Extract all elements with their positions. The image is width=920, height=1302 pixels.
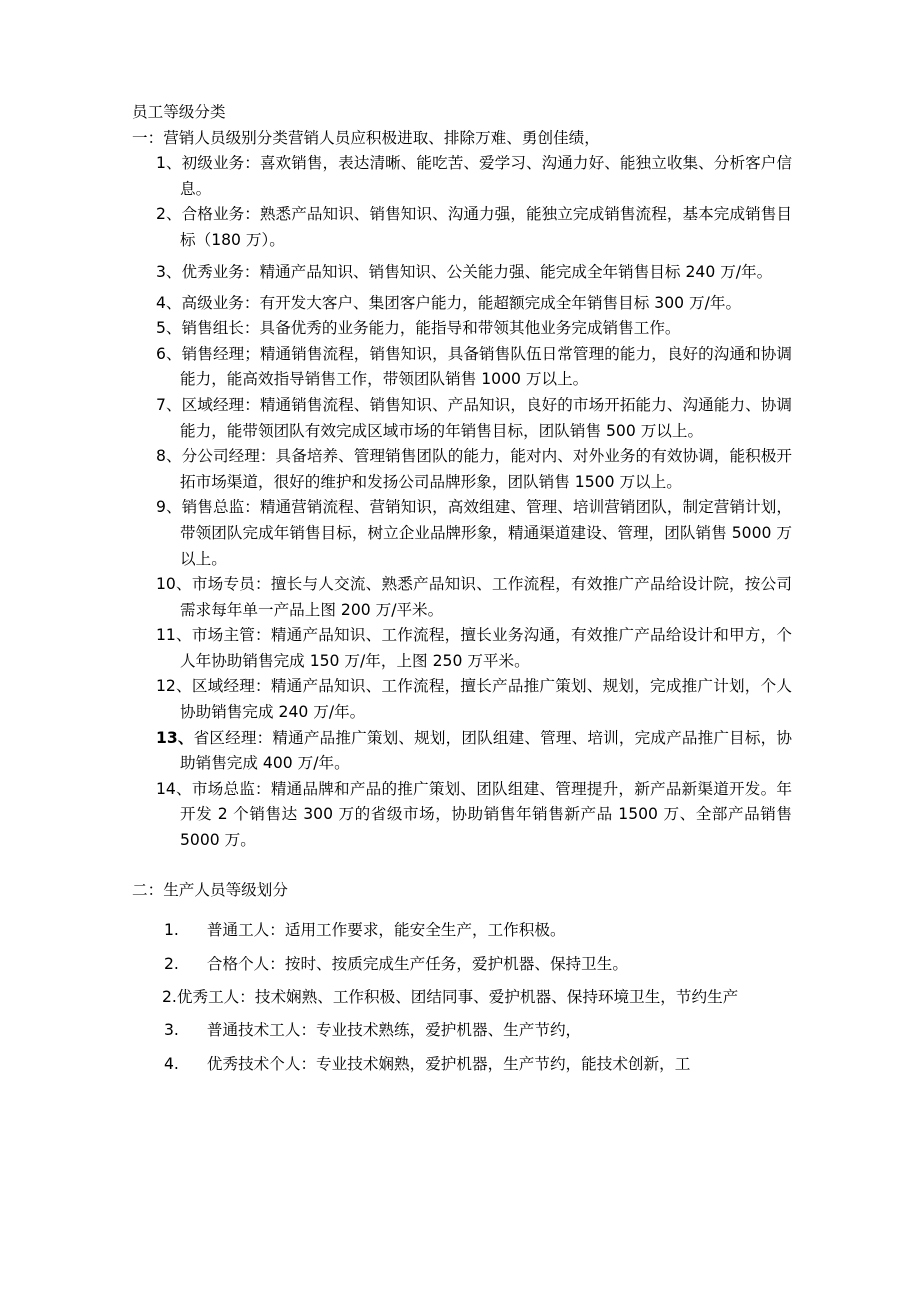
- list-item-number: 5、: [156, 319, 182, 338]
- list-item: [132, 623, 792, 674]
- list-item-text: 初级业务：喜欢销售，表达清晰、能吃苦、爱学习、沟通力好、能独立收集、分析客户信息。: [180, 154, 792, 198]
- list-item: [132, 291, 792, 317]
- list-item-text: 合格个人：按时、按质完成生产任务，爱护机器、保持卫生。: [206, 955, 628, 974]
- list-item: [132, 981, 792, 1013]
- list-item-text: 销售经理；精通销售流程，销售知识，具备销售队伍日常管理的能力，良好的沟通和协调能力，能高效指导销售工作，带领团队销售 1000 万以上。: [180, 344, 792, 389]
- list-item-number: 2.: [164, 955, 179, 974]
- list-item-number: 3、: [156, 262, 182, 281]
- list-item-text: 合格业务：熟悉产品知识、销售知识、沟通力强，能独立完成销售流程，基本完成销售目标（180 万）。: [180, 205, 792, 249]
- list-item-number: 14、: [156, 779, 192, 798]
- list-item-text: 普通技术工人：专业技术熟练，爱护机器、生产节约，: [206, 1021, 582, 1040]
- list-item-text: 优秀技术个人：专业技术娴熟，爱护机器，生产节约，能技术创新，工: [206, 1055, 691, 1074]
- list-item-text: 省区经理：精通产品推广策划、规划，团队组建、管理、培训，完成产品推广目标，协助销售完成 400 万/年。: [180, 728, 792, 773]
- page-title: 员工等级分类: [132, 103, 226, 121]
- list-item-text: 销售总监：精通营销流程、营销知识，高效组建、管理、培训营销团队，制定营销计划，带领团队完成年销售目标，树立企业品牌形象，精通渠道建设、管理，团队销售 5000 万以上。: [180, 498, 792, 568]
- section-heading-1: 一：营销人员级别分类营销人员应积极进取、排除万难、勇创佳绩，: [132, 128, 600, 147]
- list-item: [132, 342, 792, 393]
- list-item-text: 普通工人：适用工作要求，能安全生产，工作积极。: [206, 921, 566, 940]
- list-item: [132, 572, 792, 623]
- list-item: [132, 316, 792, 342]
- list-item-number: 8、: [156, 447, 182, 466]
- list-item-text: 优秀工人：技术娴熟、工作积极、团结同事、爱护机器、保持环境卫生，节约生产: [176, 988, 739, 1007]
- list-item: [132, 393, 792, 444]
- list-item-number: 11、: [156, 626, 192, 645]
- list-item: [132, 1047, 792, 1081]
- list-item: [132, 913, 792, 947]
- list-item-number: 3.: [164, 1021, 179, 1040]
- list-spacer: [132, 903, 792, 913]
- list-item-text: 区域经理：精通销售流程、销售知识、产品知识，良好的市场开拓能力、沟通能力、协调能力，能带领团队有效完成区域市场的年销售目标，团队销售 500 万以上。: [180, 395, 792, 440]
- list-item: [132, 254, 792, 291]
- list-item-text: 优秀业务：精通产品知识、销售知识、公关能力强、能完成全年销售目标 240 万/年。: [181, 262, 773, 281]
- section-heading-2: 二：生产人员等级划分: [132, 880, 288, 899]
- list-item-number: 9、: [156, 498, 182, 517]
- list-item-number: 12、: [156, 677, 192, 696]
- section-spacer: [132, 854, 792, 878]
- list-item-number: 6、: [156, 344, 182, 363]
- list-item: [132, 151, 792, 202]
- list-item-number: 2、: [156, 205, 182, 224]
- list-item-number: 10、: [156, 575, 192, 594]
- list-item-number: 1.: [164, 921, 179, 940]
- list-item-number: 4、: [156, 293, 182, 312]
- list-item-number: 2.: [162, 988, 177, 1007]
- list-item-number: 13、: [156, 728, 194, 747]
- list-item: [132, 777, 792, 854]
- list-item: [132, 495, 792, 572]
- list-item-text: 市场总监：精通品牌和产品的推广策划、团队组建、管理提升，新产品新渠道开发。年开发 2 个销售达 300 万的省级市场，协助销售年销售新产品 1500 万、全部产品销售 5000 万。: [180, 779, 792, 850]
- list-item-text: 销售组长：具备优秀的业务能力，能指导和带领其他业务完成销售工作。: [181, 319, 681, 338]
- document-body: [132, 100, 792, 1081]
- list-item: [132, 444, 792, 495]
- list-item-text: 高级业务：有开发大客户、集团客户能力，能超额完成全年销售目标 300 万/年。: [181, 293, 742, 312]
- list-item: [132, 947, 792, 981]
- list-item-text: 市场专员：擅长与人交流、熟悉产品知识、工作流程，有效推广产品给设计院，按公司需求每年单一产品上图 200 万/平米。: [180, 575, 792, 619]
- list-item: [132, 674, 792, 725]
- list-item-number: 1、: [156, 154, 182, 173]
- list-item-text: 区域经理：精通产品知识、工作流程，擅长产品推广策划、规划，完成推广计划，个人协助销售完成 240 万/年。: [180, 677, 792, 722]
- list-item-text: 分公司经理：具备培养、管理销售团队的能力，能对内、对外业务的有效协调，能积极开拓市场渠道，很好的维护和发扬公司品牌形象，团队销售 1500 万以上。: [180, 447, 792, 491]
- list-item: [132, 726, 792, 777]
- list-item-text: 市场主管：精通产品知识、工作流程，擅长业务沟通，有效推广产品给设计和甲方，个人年协助销售完成 150 万/年，上图 250 万平米。: [180, 626, 792, 670]
- list-item: [132, 1013, 792, 1047]
- list-item: [132, 202, 792, 253]
- list-item-number: 7、: [156, 395, 182, 414]
- list-item-number: 4.: [164, 1055, 179, 1074]
